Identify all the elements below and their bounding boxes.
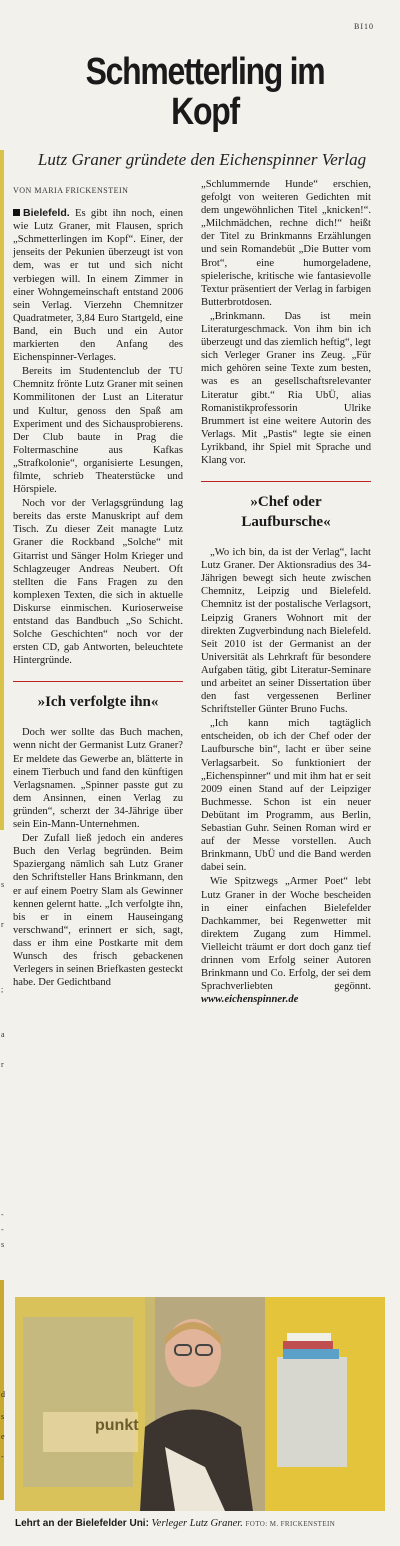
caption-lead: Lehrt an der Bielefelder Uni:: [15, 1518, 149, 1529]
article-headline: Schmetterling im Kopf: [85, 51, 325, 133]
article-column-left: [13, 180, 183, 990]
paragraph: Doch wer sollte das Buch machen, wenn nicht der Germanist Lutz Graner? Er meldete das Gewerbe an, blätterte in einem Tierbuch und fand den künftigen Verlagsnamen. „Spinner passte gut zu dem Ansinnen, einen Verlag zu gründen“, scherzt der 34-Jährige über sein Ein-Mann-Unternehmen.: [13, 727, 183, 831]
paragraph: „Ich kann mich tagtäglich entscheiden, ob ich der Chef oder der Laufbursche bin“, lacht er über seine Verlagsarbeit. So funktioniert der „Eichenspinner“ und mit ihm hat er seit 2009 einen Stand auf der Leipziger Buchmesse. Schon ist ein neuer Debütant im Programm, aus Berlin, Sebastian Guhr. Seinen Roman wird er auf der Messe vorstellen. Auch Brinkmann, UbÜ und die Band werden dabei sein.: [201, 718, 371, 874]
paragraph: „Wo ich bin, da ist der Verlag“, lacht Lutz Graner. Der Aktionsradius des 34-Jährigen bewegt sich heute zwischen Chemnitz, Leipzig und Bielefeld. Chemnitz ist der postalische Verlagsort, Leipzig Graners Wohnort mit der direkten Zugverbindung nach Bielefeld. Seit 2010 ist der Germanist an der Universität als Lehrkraft für besondere Aufgaben tätig, gibt Literatur-Seminare und arbeitet an seiner Dissertation über den fast vergessenen Berliner Schriftsteller Günter Bruno Fuchs.: [201, 547, 371, 716]
lead-text: Es gibt ihn noch, einen wie Lutz Graner, mit Flausen, sprich „Schmetterlingen im Kopf“. Einer, der jenseits der Pekunien überzeugt ist von dem, was er tut und sich nicht verbiegen will. In einem Zimmer in einer Wohngemeinschaft entstand 2006 sein Verlag. Vierzehn Chemnitzer Quadratmeter, 3,84 Euro Startgeld, eine Band, ein Buch und ein Autor markierten den Anfang des Eichenspinner-Verlages.: [13, 208, 183, 364]
paragraph: Der Zufall ließ jedoch ein anderes Buch den Verlag begründen. Beim Spaziergang nämlich sah Lutz Graner den Schriftsteller Hans Brinkmann, den er auf einem Poetry Slam als Gewinner kennen gelernt hatte. „Ich verfolgte ihn, bis er in einem Hauseingang verschwand“, erinnert er sich, sagt, dass er ihm eine Postkarte mit dem Wunsch des frisch gebackenen Verlegers in seinen Briefkasten gesteckt habe. Der Gedichtband: [13, 833, 183, 989]
lead-paragraph: [13, 207, 183, 364]
paragraph: Noch vor der Verlagsgründung lag bereits das erste Manuskript auf dem Tisch. Zu dieser Zeit managte Lutz Graner die Rockband „Solche“ mit Gitarrist und Sänger Holm Krieger und Schlagzeuger Andreas Neubert. Oft stellten die Fans Fragen zu den komplexen Texten, die sich in aktuelle Diskurse einmischen. Kurioserweise entstand das Bandbuch „So Schicht. Solche Geschichten“ noch vor der ersten CD, gab Antworten, beleuchtete Hintergründe.: [13, 498, 183, 667]
photo-credit: FOTO: M. FRICKENSTEIN: [245, 1520, 336, 1528]
edge-fragment: e: [1, 1432, 5, 1441]
edge-fragment: r: [1, 1060, 4, 1069]
article-column-right: [201, 178, 371, 1007]
edge-fragment: d: [1, 1390, 5, 1399]
photo-sign-text: punkt: [95, 1417, 139, 1434]
edge-fragment: s: [1, 1412, 5, 1421]
byline: VON MARIA FRICKENSTEIN: [13, 186, 129, 195]
edge-fragment: s: [1, 1240, 5, 1249]
edge-fragment: r: [1, 920, 4, 929]
paragraph: „Schlummernde Hunde“ erschien, gefolgt von weiteren Gedichten mit dem ungewöhnlichen Titel „knicken!“. „Milchmädchen, rechne dich!“ heißt der Titel zu Brinkmanns Erzählungen und sein Romandebüt „Die Butter vom Brot“, eine humorgeladene, spielerische, kritische wie fantasievolle Textur präsentiert der Verlag in farbigen Butterbrotdosen.: [201, 179, 371, 308]
article-subheadline: Lutz Graner gründete den Eichenspinner Verlag: [37, 150, 367, 169]
bullet-icon: [13, 209, 20, 216]
page-reference: BI10: [354, 22, 374, 31]
website-link[interactable]: www.eichenspinner.de: [201, 994, 299, 1006]
edge-fragment: ;: [1, 985, 4, 994]
dateline: Bielefeld.: [23, 207, 70, 220]
section-subheading: »Ich verfolgte ihn«: [13, 681, 183, 712]
paragraph: Bereits im Studentenclub der TU Chemnitz frönte Lutz Graner mit seinen Kommilitonen der Lust an Literatur und Kultur, genoss den Spaß am Experiment und des Sichausprobierens. Der Club baute in Prag die Foltermaschine aus Kafkas „Strafkolonie“, organisierte Lesungen, filmte, schrieb Theaterstücke und Hörspiele.: [13, 366, 183, 496]
paragraph: [201, 875, 371, 1006]
paragraph: „Brinkmann. Das ist mein Literaturgeschmack. Von ihm bin ich überzeugt und das ziemlich heftig“, legt sich Verleger Graner ins Zeug. „Für mich gehören seine Texte zum besten, was es an gesellschaftsrelevanter Literatur gibt.“ Ria UbÜ, alias Romanistikprofessorin Ulrike Brummert ist eine weitere Autorin des Verlags. Mit „Pastis“ legte sie einen Lyrikband, ihr Spiel mit Sprache und Klang vor.: [201, 310, 371, 466]
photo-caption: [15, 1518, 385, 1529]
adjacent-page-strip: [0, 150, 4, 830]
edge-fragment: a: [1, 1030, 5, 1039]
edge-fragment: -: [1, 1452, 4, 1461]
edge-fragment: s: [1, 880, 5, 889]
edge-fragment: -: [1, 1210, 4, 1219]
article-photo: [15, 1297, 385, 1511]
edge-fragment: -: [1, 1225, 4, 1234]
section-subheading: »Chef oder Laufbursche«: [201, 481, 371, 532]
caption-text: Verleger Lutz Graner.: [151, 1518, 243, 1529]
paragraph-text: Wie Spitzwegs „Armer Poet“ lebt Lutz Graner in der Woche bescheiden in einer einfachen Bielefelder Dachkammer, bei Regenwetter mit direktem Zugang zum Himmel. Vielleicht träumt er dort doch ganz tief drinnen vom Erfolg seiner Autoren Brinkmann und Co. Erfolg, der sei dem Sprachverliebten gegönnt.: [201, 876, 371, 993]
photo-illustration: [15, 1297, 385, 1511]
